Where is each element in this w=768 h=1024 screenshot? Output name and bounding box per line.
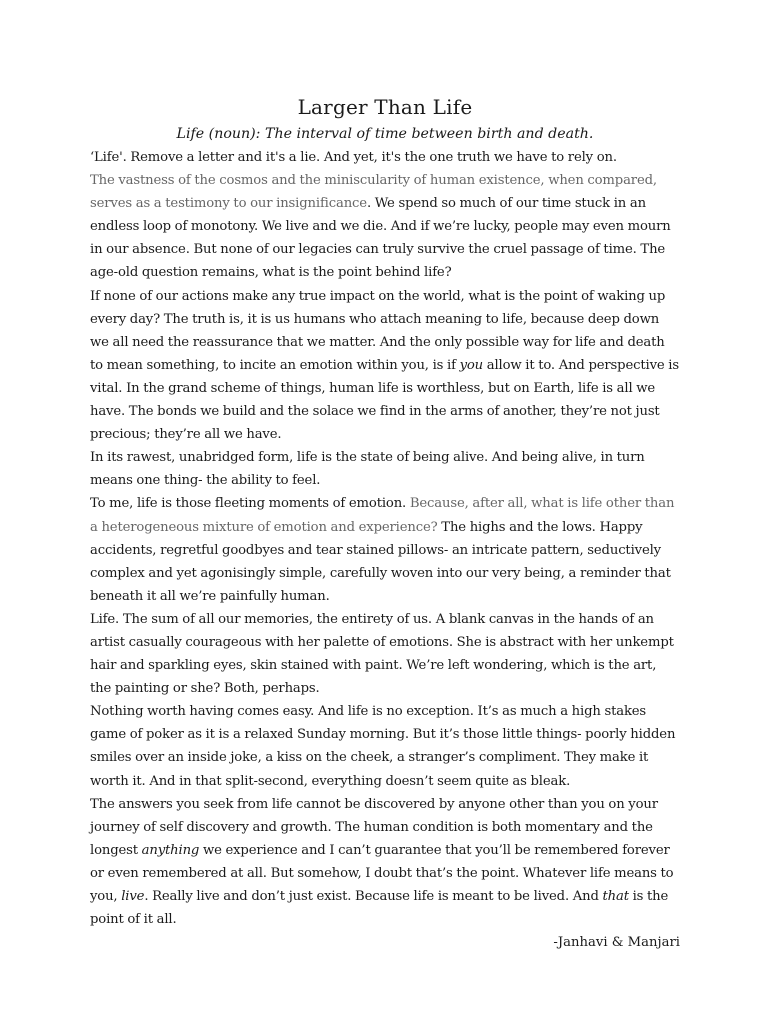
page-title: Larger Than Life bbox=[297, 95, 473, 119]
highlighted-text: Because, after all, what is life other than a heterogeneous mixture of emotion and experience? bbox=[90, 496, 675, 535]
paragraph-7: Nothing worth having comes easy. And life is no exception. It’s as much a high stakes game of poker as it is a relaxed Sunday morning. But it’s those little things- poorly hidden smiles over an inside joke, a kiss on the cheek, a stranger’s compliment. They make it worth it. And in that split-second, everything doesn’t seem quite as bleak. bbox=[90, 704, 676, 789]
paragraph-text: . Really live and don’t just exist. Because life is meant to be lived. And bbox=[144, 889, 603, 904]
paragraph-text: we experience and I can’t guarantee that you’ll be remembered forever or even remembered at all. But somehow, I doubt that’s the point. Whatever life means to you, bbox=[90, 842, 674, 904]
essay-body bbox=[90, 146, 680, 931]
paragraph-6: Life. The sum of all our memories, the entirety of us. A blank canvas in the hands of an artist casually courageous with her palette of emotions. She is abstract with her unkempt hair and sparkling eyes, skin stained with paint. We’re left wondering, which is the art, the painting or she? Both, perhaps. bbox=[90, 611, 674, 697]
emphasis-text: that bbox=[602, 889, 629, 904]
paragraph-4: In its rawest, unabridged form, life is the state of being alive. And being alive, in turn means one thing- the ability to feel. bbox=[90, 450, 645, 489]
paragraph-text: . We spend so much of our time stuck in an endless loop of monotony. We live and we die. And if we’re lucky, people may even mourn in our absence. But none of our legacies can truly survive the cruel passage of time. The age-old question remains, what is the point behind life? bbox=[90, 196, 671, 281]
paragraph-text: is the point of it all. bbox=[90, 889, 669, 928]
paragraph-text: allow it to. And perspective is vital. In the grand scheme of things, human life is worthless, but on Earth, life is all we have. The bonds we build and the solace we find in the arms of another, they’re not just precious; they’re all we have. bbox=[90, 357, 679, 443]
paragraph-5 bbox=[90, 492, 680, 607]
paragraph-text: The highs and the lows. Happy accidents, regretful goodbyes and tear stained pillows- an intricate pattern, seductively complex and yet agonisingly simple, carefully woven into our very being, a reminder that beneath it all we’re painfully human. bbox=[90, 519, 671, 604]
definition-subtitle: Life (noun): The interval of time between birth and death. bbox=[176, 126, 594, 142]
paragraph-text: If none of our actions make any true impact on the world, what is the point of waking up every day? The truth is, it is us humans who attach meaning to life, because deep down we all need the reassurance that we matter. And the only possible way for life and death to mean something, to incite an emotion within you, is if bbox=[90, 288, 666, 373]
emphasis-text: anything bbox=[141, 842, 200, 858]
emphasis-text: live bbox=[121, 889, 145, 904]
paragraph-text: The answers you seek from life cannot be discovered by anyone other than you on your journey of self discovery and growth. The human condition is both momentary and the longest bbox=[90, 796, 658, 858]
paragraph-3 bbox=[90, 285, 680, 447]
paragraph-text: To me, life is those fleeting moments of emotion. bbox=[90, 496, 410, 512]
emphasis-text: you bbox=[459, 357, 483, 373]
paragraph-1: ‘Life'. Remove a letter and it's a lie. And yet, it's the one truth we have to rely on. bbox=[90, 150, 617, 165]
paragraph-2 bbox=[90, 169, 680, 284]
author-signature: -Janhavi & Manjari bbox=[553, 935, 680, 951]
highlighted-text: The vastness of the cosmos and the miniscularity of human existence, when compared, serves as a testimony to our insignificance bbox=[90, 173, 657, 212]
paragraph-8 bbox=[90, 793, 680, 932]
document-page bbox=[90, 92, 680, 954]
